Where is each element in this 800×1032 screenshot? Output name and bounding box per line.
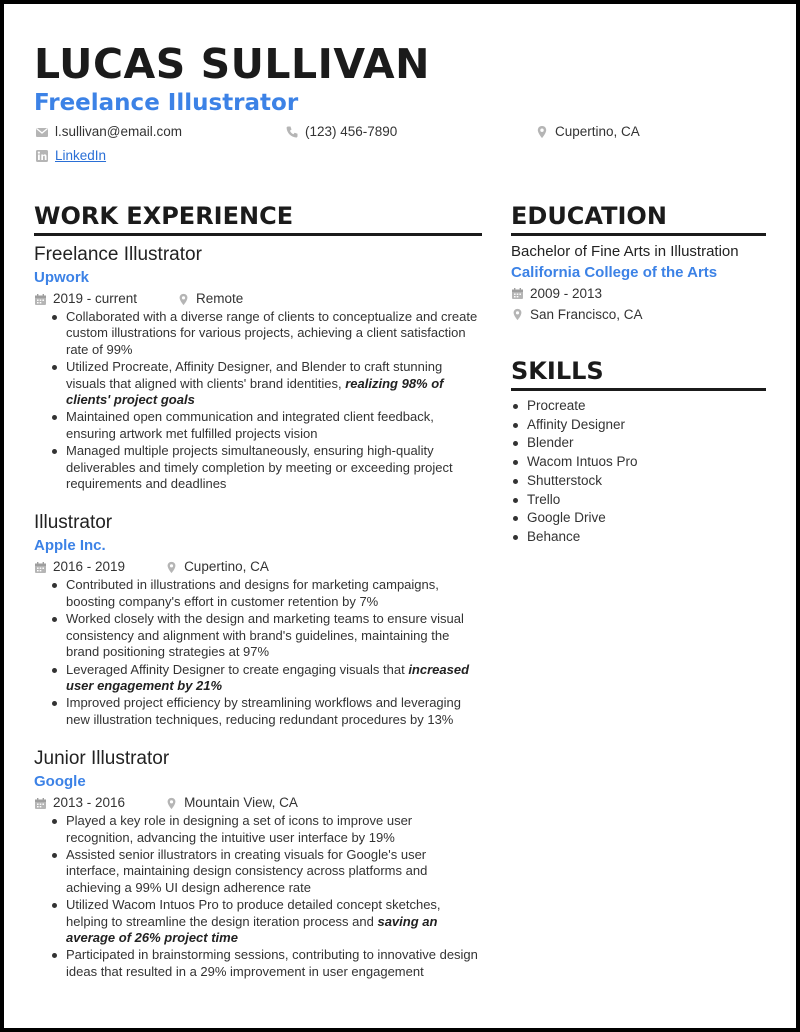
job-title: Freelance Illustrator (34, 244, 202, 265)
skills-list (511, 397, 766, 547)
calendar-icon (34, 293, 47, 306)
map-pin-icon (177, 293, 190, 306)
education-degree: Bachelor of Fine Arts in Illustration (511, 243, 739, 260)
job-company: Upwork (34, 269, 90, 286)
education-dates-row (511, 283, 766, 304)
list-item: Participated in brainstorming sessions, contributing to innovative design ideas that resulted in a 29% improvement in user engagement (50, 947, 482, 980)
education-heading: EDUCATION (511, 200, 766, 236)
list-item: Leveraged Affinity Designer to create engaging visuals that increased user engagement by 21% (50, 662, 482, 695)
job-dates: 2016 - 2019 (53, 559, 126, 575)
sidebar-column (511, 200, 766, 547)
contact-phone (285, 123, 397, 141)
list-item: Worked closely with the design and marketing teams to ensure visual consistency and alignment with brand's guidelines, maintaining the brand positioning strategies at 97% (50, 611, 482, 660)
candidate-role: Freelance Illustrator (34, 90, 299, 116)
job-location: Mountain View, CA (184, 795, 298, 811)
phone-text: (123) 456-7890 (305, 124, 398, 139)
skills-section (511, 355, 766, 547)
candidate-name: LUCAS SULLIVAN (34, 40, 430, 88)
job-bullets (34, 813, 482, 980)
list-item: Behance (511, 528, 766, 547)
map-pin-icon (165, 561, 178, 574)
work-experience-section (34, 200, 482, 981)
skills-heading: SKILLS (511, 355, 766, 391)
contact-email (35, 123, 182, 141)
list-item: Wacom Intuos Pro (511, 453, 766, 472)
list-item: Procreate (511, 397, 766, 416)
email-text: l.sullivan@email.com (55, 124, 182, 139)
work-experience-heading: WORK EXPERIENCE (34, 200, 482, 236)
list-item: Utilized Procreate, Affinity Designer, and Blender to craft stunning visuals that aligned with clients' brand identities, realizing 98% of clients' project goals (50, 359, 482, 408)
job-dates: 2013 - 2016 (53, 795, 126, 811)
list-item: Collaborated with a diverse range of clients to conceptualize and create custom illustrations for various projects, achieving a client satisfaction rate of 99% (50, 309, 482, 358)
job-title: Junior Illustrator (34, 748, 170, 770)
job-company: Google (34, 773, 86, 791)
list-item: Contributed in illustrations and designs for marketing campaigns, boosting company's effort in customer retention by 7% (50, 577, 482, 610)
list-item: Google Drive (511, 509, 766, 528)
job-meta (34, 290, 482, 308)
job-entry (34, 746, 482, 980)
linkedin-icon (35, 149, 49, 163)
job-title: Illustrator (34, 512, 113, 534)
education-dates: 2009 - 2013 (530, 286, 603, 301)
job-location: Remote (196, 291, 244, 306)
job-dates: 2019 - current (53, 291, 138, 306)
list-item: Trello (511, 491, 766, 510)
list-item: Affinity Designer (511, 416, 766, 435)
contact-location (535, 123, 640, 141)
linkedin-link[interactable]: LinkedIn (55, 148, 107, 163)
list-item: Managed multiple projects simultaneously, ensuring high-quality deliverables and timely completion by meeting or exceeding project requirements and deadlines (50, 443, 482, 492)
education-school: California College of the Arts (511, 264, 718, 281)
envelope-icon (35, 125, 49, 139)
map-pin-icon (511, 308, 524, 321)
location-text: Cupertino, CA (555, 124, 640, 139)
list-item: Maintained open communication and integrated client feedback, ensuring artwork met fulfilled projects vision (50, 409, 482, 442)
job-entry (34, 510, 482, 728)
calendar-icon (511, 287, 524, 300)
education-location: San Francisco, CA (530, 307, 643, 322)
calendar-icon (34, 561, 47, 574)
list-item: Utilized Wacom Intuos Pro to produce detailed concept sketches, helping to streamline the design iteration process and saving an average of 26% project time (50, 897, 482, 946)
phone-icon (285, 125, 299, 139)
list-item: Assisted senior illustrators in creating visuals for Google's user interface, maintaining design consistency across platforms and achieving a 99% UI design adherence rate (50, 847, 482, 896)
job-bullets (34, 309, 482, 492)
contact-linkedin (35, 147, 106, 165)
job-company: Apple Inc. (34, 537, 106, 555)
list-item: Blender (511, 434, 766, 453)
job-entry (34, 242, 482, 492)
map-pin-icon (165, 797, 178, 810)
job-meta (34, 794, 482, 812)
education-section (511, 200, 766, 325)
list-item: Played a key role in designing a set of icons to improve user recognition, advancing the intuitive user interface by 19% (50, 813, 482, 846)
calendar-icon (34, 797, 47, 810)
education-location-row (511, 304, 766, 325)
job-location: Cupertino, CA (184, 559, 269, 575)
map-pin-icon (535, 125, 549, 139)
list-item: Improved project efficiency by streamlining workflows and leveraging new illustration techniques, reducing redundant procedures by 13% (50, 695, 482, 728)
job-meta (34, 558, 482, 576)
job-bullets (34, 577, 482, 728)
resume-page (4, 4, 796, 1028)
list-item: Shutterstock (511, 472, 766, 491)
